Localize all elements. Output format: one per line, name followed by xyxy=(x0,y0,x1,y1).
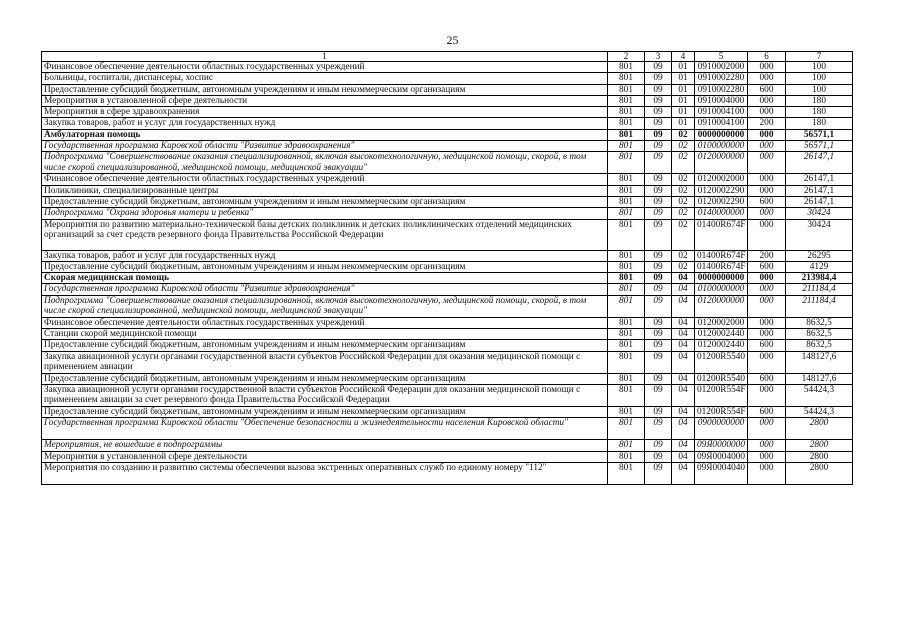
table-row xyxy=(42,141,853,152)
cell-section: 09 xyxy=(645,340,672,351)
cell-section: 09 xyxy=(645,329,672,340)
column-header: 2 xyxy=(608,52,645,62)
cell-section: 09 xyxy=(645,95,672,106)
table-row xyxy=(42,185,853,196)
row-name: Предоставление субсидий бюджетным, автономным учреждениям и иным некоммерческим организациям xyxy=(42,406,608,417)
cell-amount: 180 xyxy=(786,95,853,106)
cell-admin-code: 801 xyxy=(608,141,645,152)
cell-subsection: 04 xyxy=(672,462,695,484)
cell-amount: 30424 xyxy=(786,208,853,219)
cell-subsection: 02 xyxy=(672,196,695,207)
cell-admin-code: 801 xyxy=(608,185,645,196)
cell-subsection: 04 xyxy=(672,373,695,384)
cell-expense-type: 600 xyxy=(748,340,786,351)
cell-target-article: 0120002000 xyxy=(695,174,748,185)
cell-expense-type: 000 xyxy=(748,73,786,84)
cell-expense-type: 000 xyxy=(748,107,786,118)
cell-subsection: 02 xyxy=(672,152,695,174)
cell-amount: 8632,5 xyxy=(786,317,853,328)
table-row xyxy=(42,208,853,219)
cell-target-article: 0120002290 xyxy=(695,196,748,207)
cell-admin-code: 801 xyxy=(608,62,645,73)
cell-section: 09 xyxy=(645,62,672,73)
cell-subsection: 01 xyxy=(672,95,695,106)
table-row xyxy=(42,118,853,129)
cell-amount: 54424,3 xyxy=(786,406,853,417)
row-name: Финансовое обеспечение деятельности областных государственных учреждений xyxy=(42,317,608,328)
cell-admin-code: 801 xyxy=(608,219,645,250)
cell-amount: 180 xyxy=(786,118,853,129)
row-name: Предоставление субсидий бюджетным, автономным учреждениям и иным некоммерческим организациям xyxy=(42,261,608,272)
cell-target-article: 0100000000 xyxy=(695,141,748,152)
cell-amount: 56571,1 xyxy=(786,141,853,152)
row-name: Подпрограмма "Совершенствование оказания специализированной, включая высокотехнологичную, медицинской помощи, скорой, в том числе скорой специализированной, медицинской помощи, медицинской эвакуации" xyxy=(42,295,608,317)
cell-target-article: 01400R674F xyxy=(695,219,748,250)
cell-admin-code: 801 xyxy=(608,418,645,440)
row-name: Больницы, госпитали, диспансеры, хоспис xyxy=(42,73,608,84)
cell-amount: 26147,1 xyxy=(786,174,853,185)
table-row xyxy=(42,62,853,73)
cell-section: 09 xyxy=(645,84,672,95)
column-header: 6 xyxy=(748,52,786,62)
cell-subsection: 02 xyxy=(672,261,695,272)
cell-target-article: 0910004100 xyxy=(695,118,748,129)
row-name: Поликлиники, специализированные центры xyxy=(42,185,608,196)
table-row xyxy=(42,273,853,284)
cell-expense-type: 000 xyxy=(748,174,786,185)
row-name: Закупка товаров, работ и услуг для государственных нужд xyxy=(42,250,608,261)
table-row xyxy=(42,406,853,417)
cell-section: 09 xyxy=(645,317,672,328)
cell-target-article: 0900000000 xyxy=(695,418,748,440)
table-row xyxy=(42,462,853,484)
column-header: 3 xyxy=(645,52,672,62)
cell-admin-code: 801 xyxy=(608,451,645,462)
cell-target-article: 0910004000 xyxy=(695,95,748,106)
cell-expense-type: 600 xyxy=(748,406,786,417)
cell-admin-code: 801 xyxy=(608,250,645,261)
cell-subsection: 02 xyxy=(672,185,695,196)
cell-section: 09 xyxy=(645,418,672,440)
cell-section: 09 xyxy=(645,141,672,152)
cell-admin-code: 801 xyxy=(608,295,645,317)
cell-target-article: 0000000000 xyxy=(695,129,748,140)
cell-expense-type: 600 xyxy=(748,84,786,95)
cell-expense-type: 600 xyxy=(748,261,786,272)
table-row xyxy=(42,295,853,317)
cell-subsection: 04 xyxy=(672,451,695,462)
cell-amount: 2800 xyxy=(786,418,853,440)
cell-subsection: 04 xyxy=(672,406,695,417)
table-row xyxy=(42,440,853,451)
cell-section: 09 xyxy=(645,373,672,384)
cell-subsection: 02 xyxy=(672,208,695,219)
cell-subsection: 02 xyxy=(672,250,695,261)
cell-subsection: 01 xyxy=(672,84,695,95)
table-row xyxy=(42,329,853,340)
table-row xyxy=(42,129,853,140)
cell-section: 09 xyxy=(645,462,672,484)
table-row xyxy=(42,196,853,207)
cell-subsection: 01 xyxy=(672,62,695,73)
cell-subsection: 02 xyxy=(672,141,695,152)
cell-admin-code: 801 xyxy=(608,118,645,129)
row-name: Государственная программа Кировской области "Развитие здравоохранения" xyxy=(42,141,608,152)
page-number: 25 xyxy=(446,33,459,47)
row-name: Предоставление субсидий бюджетным, автономным учреждениям и иным некоммерческим организациям xyxy=(42,196,608,207)
cell-section: 09 xyxy=(645,118,672,129)
row-name: Подпрограмма "Совершенствование оказания специализированной, включая высокотехнологичную, медицинской помощи, скорой, в том числе скорой специализированной, медицинской помощи, медицинской эвакуации" xyxy=(42,152,608,174)
cell-target-article: 01200R554F xyxy=(695,406,748,417)
cell-expense-type: 000 xyxy=(748,219,786,250)
cell-target-article: 0120002290 xyxy=(695,185,748,196)
cell-amount: 26147,1 xyxy=(786,185,853,196)
cell-section: 09 xyxy=(645,250,672,261)
cell-subsection: 02 xyxy=(672,129,695,140)
cell-subsection: 04 xyxy=(672,418,695,440)
cell-section: 09 xyxy=(645,208,672,219)
cell-target-article: 09Я0000000 xyxy=(695,440,748,451)
cell-admin-code: 801 xyxy=(608,317,645,328)
table-row xyxy=(42,384,853,406)
cell-admin-code: 801 xyxy=(608,261,645,272)
table-row xyxy=(42,219,853,250)
cell-target-article: 01400R674F xyxy=(695,261,748,272)
cell-subsection: 04 xyxy=(672,351,695,373)
table-row xyxy=(42,261,853,272)
row-name: Закупка авиационной услуги органами государственной власти субъектов Российской Федерации для оказания медицинской помощи с применением авиации за счет резервного фонда Правительства Российской Федерации xyxy=(42,384,608,406)
cell-target-article: 01400R674F xyxy=(695,250,748,261)
cell-section: 09 xyxy=(645,196,672,207)
table-row xyxy=(42,84,853,95)
table-row xyxy=(42,373,853,384)
cell-amount: 26147,1 xyxy=(786,152,853,174)
row-name: Мероприятия по развитию материально-технической базы детских поликлиник и детских поликлинических отделений медицинских организаций за счет средств резервного фонда Правительства Российской Федерации xyxy=(42,219,608,250)
cell-admin-code: 801 xyxy=(608,196,645,207)
cell-section: 09 xyxy=(645,185,672,196)
cell-amount: 211184,4 xyxy=(786,295,853,317)
cell-amount: 26295 xyxy=(786,250,853,261)
table-row xyxy=(42,451,853,462)
table-row xyxy=(42,418,853,440)
cell-expense-type: 000 xyxy=(748,152,786,174)
cell-expense-type: 000 xyxy=(748,185,786,196)
cell-expense-type: 000 xyxy=(748,129,786,140)
cell-amount: 2800 xyxy=(786,462,853,484)
cell-section: 09 xyxy=(645,174,672,185)
cell-section: 09 xyxy=(645,107,672,118)
cell-subsection: 01 xyxy=(672,118,695,129)
cell-target-article: 0000000000 xyxy=(695,273,748,284)
cell-expense-type: 000 xyxy=(748,462,786,484)
header-row xyxy=(42,52,853,62)
cell-target-article: 0140000000 xyxy=(695,208,748,219)
cell-amount: 100 xyxy=(786,62,853,73)
cell-admin-code: 801 xyxy=(608,440,645,451)
cell-target-article: 0120002440 xyxy=(695,340,748,351)
cell-expense-type: 000 xyxy=(748,284,786,295)
row-name: Мероприятия в установленной сфере деятельности xyxy=(42,451,608,462)
cell-expense-type: 600 xyxy=(748,373,786,384)
table-row xyxy=(42,351,853,373)
table-row xyxy=(42,174,853,185)
cell-target-article: 09Я0004040 xyxy=(695,462,748,484)
cell-amount: 56571,1 xyxy=(786,129,853,140)
cell-admin-code: 801 xyxy=(608,273,645,284)
row-name: Предоставление субсидий бюджетным, автономным учреждениям и иным некоммерческим организациям xyxy=(42,373,608,384)
column-header: 5 xyxy=(695,52,748,62)
table-row xyxy=(42,107,853,118)
cell-target-article: 0910002280 xyxy=(695,84,748,95)
cell-target-article: 0910002280 xyxy=(695,73,748,84)
cell-amount: 8632,5 xyxy=(786,329,853,340)
row-name: Государственная программа Кировской области "Обеспечение безопасности и жизнедеятельности населения Кировской области" xyxy=(42,418,608,440)
row-name: Закупка товаров, работ и услуг для государственных нужд xyxy=(42,118,608,129)
cell-amount: 148127,6 xyxy=(786,373,853,384)
cell-expense-type: 000 xyxy=(748,141,786,152)
budget-table xyxy=(41,51,853,485)
cell-admin-code: 801 xyxy=(608,107,645,118)
row-name: Мероприятия в установленной сфере деятельности xyxy=(42,95,608,106)
cell-amount: 54424,3 xyxy=(786,384,853,406)
cell-section: 09 xyxy=(645,219,672,250)
cell-subsection: 04 xyxy=(672,273,695,284)
cell-section: 09 xyxy=(645,273,672,284)
cell-target-article: 01200R5540 xyxy=(695,351,748,373)
cell-amount: 2800 xyxy=(786,451,853,462)
cell-subsection: 02 xyxy=(672,174,695,185)
cell-amount: 100 xyxy=(786,73,853,84)
table-row xyxy=(42,250,853,261)
row-name: Скорая медицинская помощь xyxy=(42,273,608,284)
cell-expense-type: 000 xyxy=(748,440,786,451)
cell-amount: 180 xyxy=(786,107,853,118)
cell-amount: 26147,1 xyxy=(786,196,853,207)
cell-subsection: 01 xyxy=(672,107,695,118)
cell-target-article: 0910002000 xyxy=(695,62,748,73)
cell-amount: 4129 xyxy=(786,261,853,272)
row-name: Амбулаторная помощь xyxy=(42,129,608,140)
cell-amount: 100 xyxy=(786,84,853,95)
cell-subsection: 04 xyxy=(672,340,695,351)
cell-target-article: 01200R554F xyxy=(695,384,748,406)
cell-expense-type: 000 xyxy=(748,451,786,462)
cell-admin-code: 801 xyxy=(608,129,645,140)
cell-expense-type: 200 xyxy=(748,250,786,261)
cell-section: 09 xyxy=(645,451,672,462)
cell-expense-type: 000 xyxy=(748,95,786,106)
cell-target-article: 0100000000 xyxy=(695,284,748,295)
table-row xyxy=(42,317,853,328)
cell-admin-code: 801 xyxy=(608,95,645,106)
cell-admin-code: 801 xyxy=(608,329,645,340)
cell-target-article: 0120000000 xyxy=(695,152,748,174)
cell-admin-code: 801 xyxy=(608,174,645,185)
row-name: Закупка авиационной услуги органами государственной власти субъектов Российской Федерации для оказания медицинской помощи с применением авиации xyxy=(42,351,608,373)
cell-section: 09 xyxy=(645,261,672,272)
cell-expense-type: 000 xyxy=(748,317,786,328)
cell-subsection: 04 xyxy=(672,384,695,406)
row-name: Мероприятия в сфере здравоохранения xyxy=(42,107,608,118)
cell-admin-code: 801 xyxy=(608,208,645,219)
cell-section: 09 xyxy=(645,129,672,140)
cell-target-article: 01200R5540 xyxy=(695,373,748,384)
table-row xyxy=(42,284,853,295)
cell-target-article: 0910004100 xyxy=(695,107,748,118)
cell-expense-type: 000 xyxy=(748,384,786,406)
cell-amount: 8632,5 xyxy=(786,340,853,351)
cell-expense-type: 000 xyxy=(748,208,786,219)
cell-admin-code: 801 xyxy=(608,384,645,406)
cell-subsection: 02 xyxy=(672,219,695,250)
row-name: Станции скорой медицинской помощи xyxy=(42,329,608,340)
cell-expense-type: 000 xyxy=(748,418,786,440)
cell-expense-type: 200 xyxy=(748,118,786,129)
cell-section: 09 xyxy=(645,152,672,174)
cell-admin-code: 801 xyxy=(608,373,645,384)
row-name: Государственная программа Кировской области "Развитие здравоохранения" xyxy=(42,284,608,295)
column-header: 4 xyxy=(672,52,695,62)
row-name: Финансовое обеспечение деятельности областных государственных учреждений xyxy=(42,62,608,73)
cell-amount: 213984,4 xyxy=(786,273,853,284)
cell-expense-type: 000 xyxy=(748,295,786,317)
cell-subsection: 04 xyxy=(672,440,695,451)
cell-subsection: 04 xyxy=(672,317,695,328)
cell-target-article: 09Я0004000 xyxy=(695,451,748,462)
table-row xyxy=(42,340,853,351)
cell-admin-code: 801 xyxy=(608,73,645,84)
cell-target-article: 0120002000 xyxy=(695,317,748,328)
table-row xyxy=(42,73,853,84)
row-name: Финансовое обеспечение деятельности областных государственных учреждений xyxy=(42,174,608,185)
cell-subsection: 04 xyxy=(672,284,695,295)
cell-target-article: 0120002440 xyxy=(695,329,748,340)
cell-admin-code: 801 xyxy=(608,340,645,351)
cell-expense-type: 000 xyxy=(748,329,786,340)
cell-expense-type: 600 xyxy=(748,196,786,207)
cell-admin-code: 801 xyxy=(608,152,645,174)
cell-admin-code: 801 xyxy=(608,406,645,417)
cell-section: 09 xyxy=(645,284,672,295)
cell-amount: 30424 xyxy=(786,219,853,250)
cell-expense-type: 000 xyxy=(748,351,786,373)
cell-admin-code: 801 xyxy=(608,462,645,484)
cell-section: 09 xyxy=(645,73,672,84)
cell-subsection: 01 xyxy=(672,73,695,84)
cell-subsection: 04 xyxy=(672,295,695,317)
cell-subsection: 04 xyxy=(672,329,695,340)
column-header: 1 xyxy=(42,52,608,62)
cell-target-article: 0120000000 xyxy=(695,295,748,317)
row-name: Мероприятия, не вошедшие в подпрограммы xyxy=(42,440,608,451)
cell-expense-type: 000 xyxy=(748,273,786,284)
row-name: Подпрограмма "Охрана здоровья матери и ребенка" xyxy=(42,208,608,219)
cell-section: 09 xyxy=(645,295,672,317)
cell-amount: 211184,4 xyxy=(786,284,853,295)
column-header: 7 xyxy=(786,52,853,62)
row-name: Предоставление субсидий бюджетным, автономным учреждениям и иным некоммерческим организациям xyxy=(42,340,608,351)
cell-section: 09 xyxy=(645,351,672,373)
table-row xyxy=(42,95,853,106)
cell-admin-code: 801 xyxy=(608,284,645,295)
cell-section: 09 xyxy=(645,406,672,417)
row-name: Предоставление субсидий бюджетным, автономным учреждениям и иным некоммерческим организациям xyxy=(42,84,608,95)
table-row xyxy=(42,152,853,174)
cell-section: 09 xyxy=(645,440,672,451)
cell-expense-type: 000 xyxy=(748,62,786,73)
cell-amount: 148127,6 xyxy=(786,351,853,373)
cell-admin-code: 801 xyxy=(608,351,645,373)
cell-admin-code: 801 xyxy=(608,84,645,95)
row-name: Мероприятия по созданию и развитию системы обеспечения вызова экстренных оперативных служб по единому номеру "112" xyxy=(42,462,608,484)
cell-amount: 2800 xyxy=(786,440,853,451)
cell-section: 09 xyxy=(645,384,672,406)
